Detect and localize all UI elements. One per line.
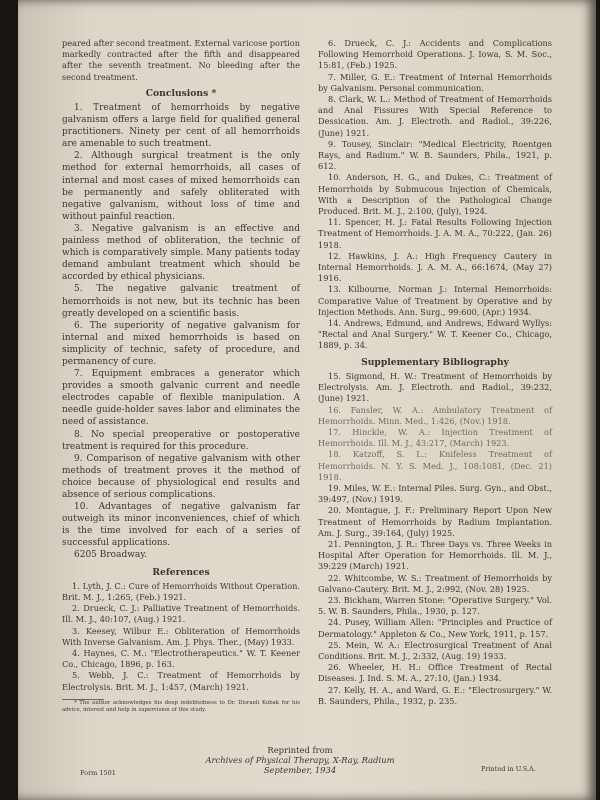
reference-item: 11. Spencer, H. J.: Fatal Results Following Injection Treatment of Hemorrhoids. J. A. M. A., 70:222, (Jan. 26) 1918.	[318, 217, 552, 250]
issue-date: September, 1934	[263, 765, 337, 775]
reference-item: 7. Miller, G. E.: Treatment of Internal Hemorrhoids by Galvanism. Personal communication.	[318, 71, 552, 93]
supplementary-item: 25. Mein, W. A.: Electrosurgical Treatment of Anal Conditions. Brit. M. J., 2:332, (Aug. 19) 1933.	[318, 639, 552, 661]
reference-item: 5. Webb, J. C.: Treatment of Hemorrhoids by Electrolysis. Brit. M. J., 1:457, (March) 1921.	[62, 670, 300, 692]
reference-item: 9. Tousey, Sinclair: "Medical Electricity, Roentgen Rays, and Radium." W. B. Saunders, Phila., 1921, p. 612.	[318, 138, 552, 172]
conclusion-item: 1. Treatment of hemorrhoids by negative galvanism offers a large field for qualified general practitioners. Ninety per cent of all hemorrhoids are amenable to such treatment.	[62, 103, 300, 150]
supplementary-item: 23. Bickham, Warren Stone: "Operative Surgery." Vol. 5. W. B. Saunders, Phila., 1930, p. 127.	[318, 594, 552, 617]
reference-item: 4. Haynes, C. M.: "Electrotherapeutics." W. T. Keener Co., Chicago, 1896, p. 163.	[62, 648, 300, 670]
reference-item: 14. Andrews, Edmund, and Andrews, Edward Wyllys: "Rectal and Anal Surgery." W. T. Keener Co., Chicago, 1889, p. 34.	[318, 318, 552, 351]
conclusion-item: 6. The superiority of negative galvanism for internal and mixed hemorrhoids is based on simplicity of technic, safety of procedure, and permanency of cure.	[62, 320, 300, 367]
references-heading: References	[152, 566, 210, 578]
footnote: * The author acknowledges his deep indebtedness to Dr. Disraeli Kobak for his advice, interest and help in supervision of this study.	[62, 699, 300, 713]
left-column	[62, 38, 300, 713]
conclusion-item: 2. Although surgical treatment is the only method for external hemorrhoids, all cases of internal and most cases of mixed hemorrhoids can be permanently and safely obliterated with negative galvanism, without loss of time and without painful reaction.	[62, 151, 300, 222]
conclusion-item: 3. Negative galvanism is an effective and painless method of obliteration, the technic of which is comparatively simple. Many patients today demand ambulant treatment which should be accorded by ethical physicians.	[62, 223, 300, 283]
supplementary-item: 20. Montague, J. F.: Preliminary Report Upon New Treatment of Hemorrhoids by Radium Implantation. Am. J. Surg., 39:164, (July) 1925.	[318, 505, 552, 538]
conclusions-list	[62, 102, 300, 562]
address: 6205 Broadway.	[74, 550, 148, 561]
supplementary-item: 21. Pennington, J. R.: Three Days vs. Three Weeks in Hospital After Operation for Hemorrhoids. Ill. M. J., 39:229 (March) 1921.	[318, 538, 552, 572]
reference-item: 10. Anderson, H. G., and Dukes, C.: Treatment of Hemorrhoids by Submucous Injection of Chemicals, With a Description of the Pathological Change Produced. Brit. M. J., 2:100, (July), 1924.	[318, 172, 552, 217]
reference-item: 3. Keesey, Wilbur E.: Obliteration of Hemorrhoids With Inverse Galvanism. Am. J. Phys. Ther., (May) 1933.	[62, 625, 300, 647]
printed-in: Printed in U.S.A.	[481, 765, 536, 773]
conclusion-item: 8. No special preoperative or postoperative treatment is required for this procedure.	[62, 429, 300, 452]
reference-item: 13. Kilbourne, Norman J.: Internal Hemorrhoids: Comparative Value of Treatment by Operative and by Injection Methods. Ann. Surg., 99:600, (Apr.) 1934.	[318, 284, 552, 317]
supplementary-item: 22. Whitcombe, W. S.: Treatment of Hemorrhoids by Galvano-Cautery. Brit. M. J., 2:992, (Nov. 28) 1925.	[318, 572, 552, 594]
intro-paragraph: peared after second treatment. External varicose portion markedly contracted after the fifth and disappeared after the seventh treatment. No bleeding after the second treatment.	[62, 38, 300, 82]
conclusion-item: 10. Advantages of negative galvanism far outweigh its minor inconveniences, chief of which is the time involved for each of a series of successful applications.	[62, 502, 300, 549]
reference-item: 2. Drueck, C. J.: Palliative Treatment of Hemorrhoids. Ill. M. J., 40:107, (Aug.) 1921.	[62, 603, 300, 625]
form-number: Form 1501	[80, 769, 116, 777]
conclusion-item: 9. Comparison of negative galvanism with other methods of treatment proves it the method of choice because of physiological end results and absence of serious complications.	[62, 453, 300, 501]
reference-item: 8. Clark, W. L.: Method of Treatment of Hemorrhoids and Anal Fissures With Special Reference to Dessication. Am. J. Electroth. and Radiol., 39:226, (June) 1921.	[318, 94, 552, 138]
supplementary-heading: Supplementary Bibliography	[361, 356, 509, 368]
reprinted-from: Reprinted from	[267, 745, 333, 755]
reference-item: 6. Drueck, C. J.: Accidents and Complications Following Hemorrhoid Operations. J. Iowa, S. M. Soc., 15:81, (Feb.) 1925.	[318, 38, 552, 71]
supplementary-item: 26. Wheeler, H. H.: Office Treatment of Rectal Diseases. J. Ind. S. M. A., 27:10, (Jan.) 1934.	[318, 662, 552, 684]
conclusion-item: 5. The negative galvanic treatment of hemorrhoids is not new, but its technic has been greatly developed on a scientific basis.	[62, 284, 300, 319]
right-column	[318, 38, 552, 707]
supplementary-item: 18. Katzoff, S. L.: Knifeless Treatment of Hemorrhoids. N. Y. S. Med. J., 108:1081, (Dec. 21) 1918.	[318, 449, 552, 482]
conclusion-item: 7. Equipment embraces a generator which provides a smooth galvanic current and needle electrodes capable of flexible manipulation. A needle guide-holder saves labor and eliminates the need of assistance.	[62, 369, 300, 428]
supplementary-item: 16. Fansler, W. A.: Ambulatory Treatment of Hemorrhoids. Minn. Med., 1:426, (Nov.) 1918.	[318, 404, 552, 426]
supplementary-item: 15. Sigmond, H. W.: Treatment of Hemorrhoids by Electrolysis. Am. J. Electroth. and Radiol., 39:232, (June) 1921.	[318, 370, 552, 404]
reference-item: 12. Hawkins, J. A.: High Frequency Cautery in Internal Hemorrhoids. J. A. M. A., 66:1674, (May 27) 1916.	[318, 250, 552, 284]
conclusions-heading: Conclusions *	[145, 87, 217, 99]
journal-name: Archives of Physical Therapy, X-Ray, Radium	[205, 755, 395, 765]
supplementary-item: 19. Miles, W. E.: Internal Piles. Surg. Gyn., and Obst., 39:497, (Nov.) 1919.	[318, 482, 552, 505]
supplementary-item: 24. Pusey, William Allen: "Principles and Practice of Dermatology." Appleton & Co., New York, 1911, p. 157.	[318, 617, 552, 639]
supplementary-item: 17. Hinckle, W. A.: Injection Treatment of Hemorrhoids. Ill. M. J., 43:217, (March) 1923.	[318, 426, 552, 449]
supplementary-item: 27. Kelly, H. A., and Ward, G. E.: "Electrosurgery." W. B. Saunders, Phila., 1932, p. 235.	[318, 684, 552, 706]
reference-item: 1. Lyth, J. C.: Cure of Hemorrhoids Without Operation. Brit. M. J., 1:265, (Feb.) 1921.	[62, 580, 300, 602]
